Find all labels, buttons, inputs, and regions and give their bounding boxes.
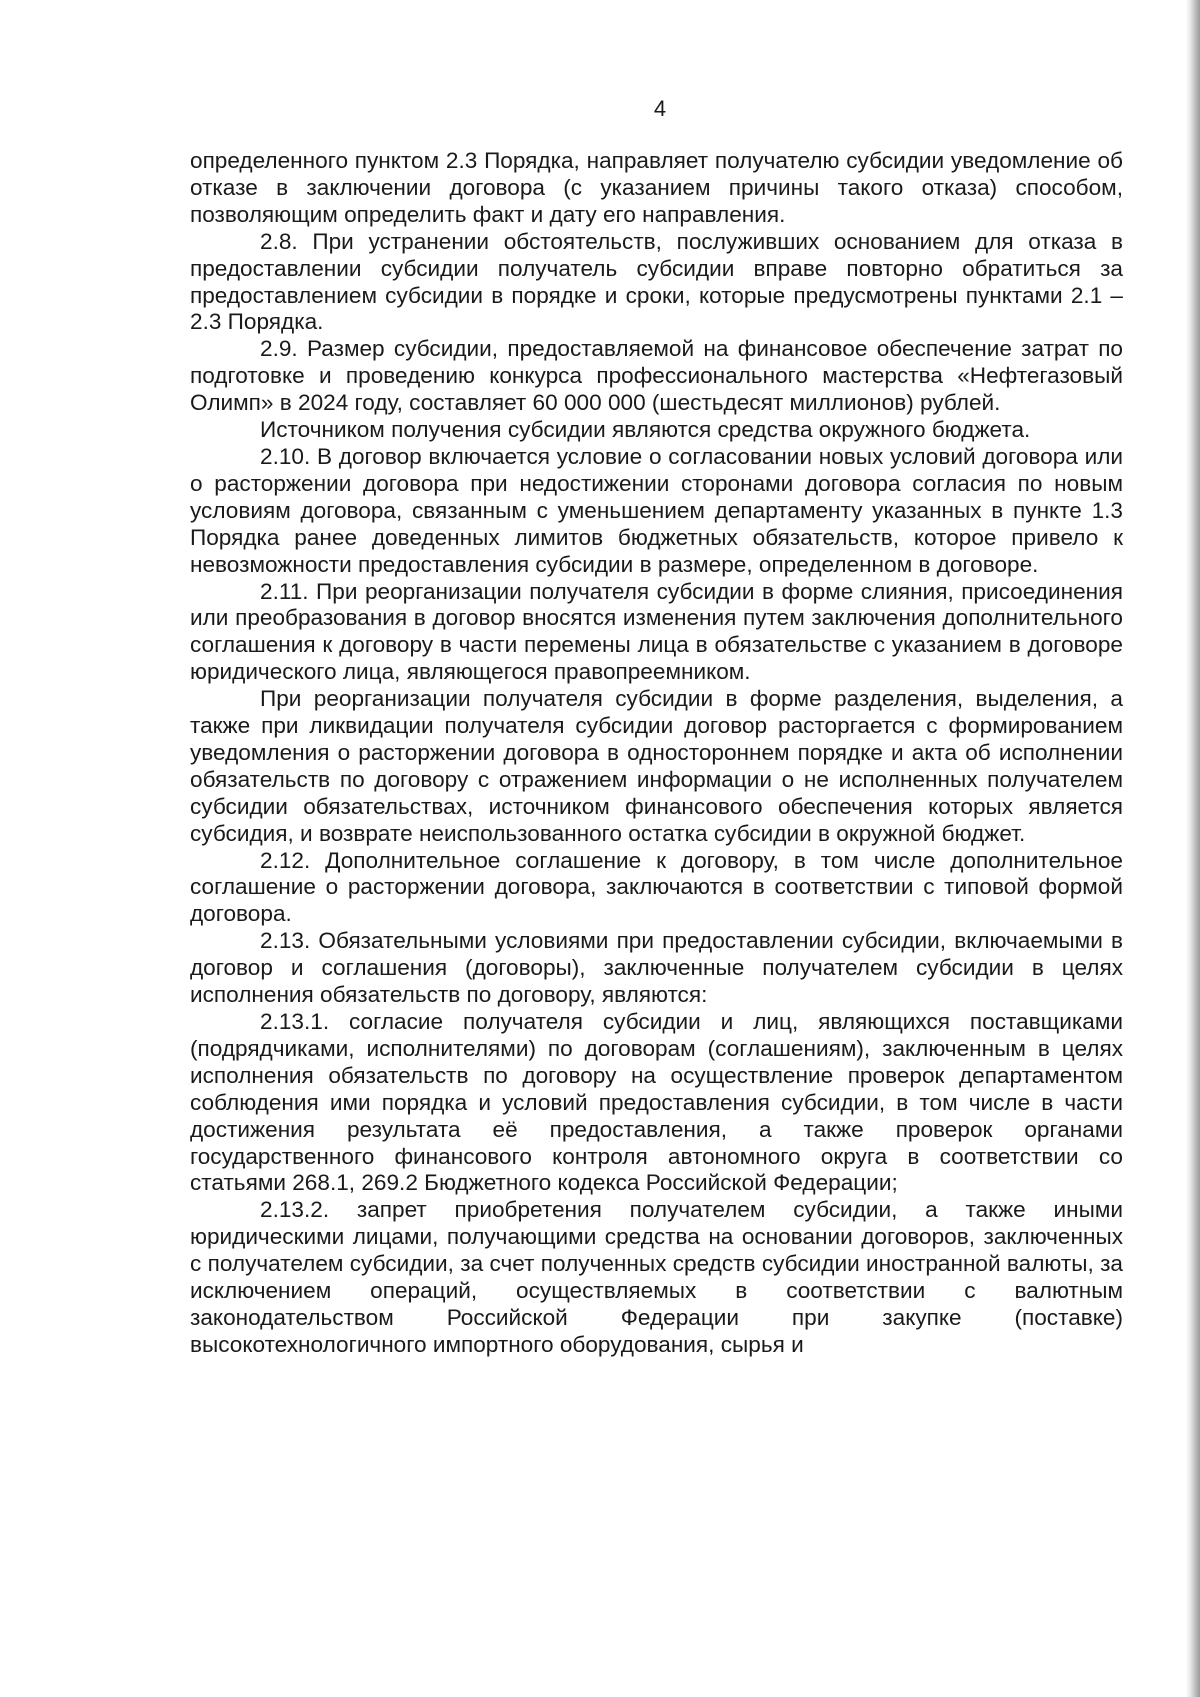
paragraph-2-9: 2.9. Размер субсидии, предоставляемой на финансовое обеспечение затрат по подготовке и проведению конкурса профессионального мастерства «Нефтегазовый Олимп» в 2024 году, составляет 60 000 000 (шестьдесят миллионов) рублей. — [190, 336, 1123, 416]
paragraph-2-11: 2.11. При реорганизации получателя субсидии в форме слияния, присоединения или преобразования в договор вносятся изменения путем заключения дополнительного соглашения к договору в части перемены лица в обязательстве с указанием в договоре юридического лица, являющегося правопреемником. — [190, 578, 1123, 685]
paragraph-2-13-1: 2.13.1. согласие получателя субсидии и лиц, являющихся поставщиками (подрядчиками, исполнителями) по договорам (соглашениям), заключенным в целях исполнения обязательств по договору на осуществление проверок департаментом соблюдения ими порядка и условий предоставления субсидии, в том числе в части достижения результата её предоставления, а также проверок органами государственного финансового контроля автономного округа в соответствии со статьями 268.1, 269.2 Бюджетного кодекса Российской Федерации; — [190, 1009, 1123, 1196]
paragraph-continuation: определенного пунктом 2.3 Порядка, направляет получателю субсидии уведомление об отказе в заключении договора (с указанием причины такого отказа) способом, позволяющим определить факт и дату его направления. — [190, 148, 1123, 227]
scan-edge-shadow — [1186, 0, 1200, 1697]
paragraph-reorganization: При реорганизации получателя субсидии в форме разделения, выделения, а также при ликвидации получателя субсидии договор расторгается с формированием уведомления о расторжении договора в одностороннем порядке и акта об исполнении обязательств по договору с отражением информации о не исполненных получателем субсидии обязательствах, источником финансового обеспечения которых является субсидия, и возврате неиспользованного остатка субсидии в окружной бюджет. — [190, 686, 1123, 846]
paragraph-2-12: 2.12. Дополнительное соглашение к договору, в том числе дополнительное соглашение о расторжении договора, заключаются в соответствии с типовой формой договора. — [190, 847, 1123, 927]
document-body — [190, 148, 1123, 1359]
paragraph-2-13: 2.13. Обязательными условиями при предоставлении субсидии, включаемыми в договор и соглашения (договоры), заключенные получателем субсидии в целях исполнения обязательств по договору, являются: — [190, 928, 1123, 1008]
paragraph-2-13-2: 2.13.2. запрет приобретения получателем субсидии, а также иными юридическими лицами, получающими средства на основании договоров, заключенных с получателем субсидии, за счет полученных средств субсидии иностранной валюты, за исключением операций, осуществляемых в соответствии с валютным законодательством Российской Федерации при закупке (поставке) высокотехнологичного импортного оборудования, сырья и — [190, 1197, 1123, 1357]
paragraph-budget-source: Источником получения субсидии являются средства окружного бюджета. — [260, 417, 1031, 443]
page-number: 4 — [653, 96, 667, 121]
paragraph-2-10: 2.10. В договор включается условие о согласовании новых условий договора или о расторжении договора при недостижении сторонами договора согласия по новым условиям договора, связанным с уменьшением департаменту указанных в пункте 1.3 Порядка ранее доведенных лимитов бюджетных обязательств, которое привело к невозможности предоставления субсидии в размере, определенном в договоре. — [190, 443, 1123, 577]
paragraph-2-8: 2.8. При устранении обстоятельств, послуживших основанием для отказа в предоставлении субсидии получатель субсидии вправе повторно обратиться за предоставлением субсидии в порядке и сроки, которые предусмотрены пунктами 2.1 – 2.3 Порядка. — [190, 228, 1123, 335]
